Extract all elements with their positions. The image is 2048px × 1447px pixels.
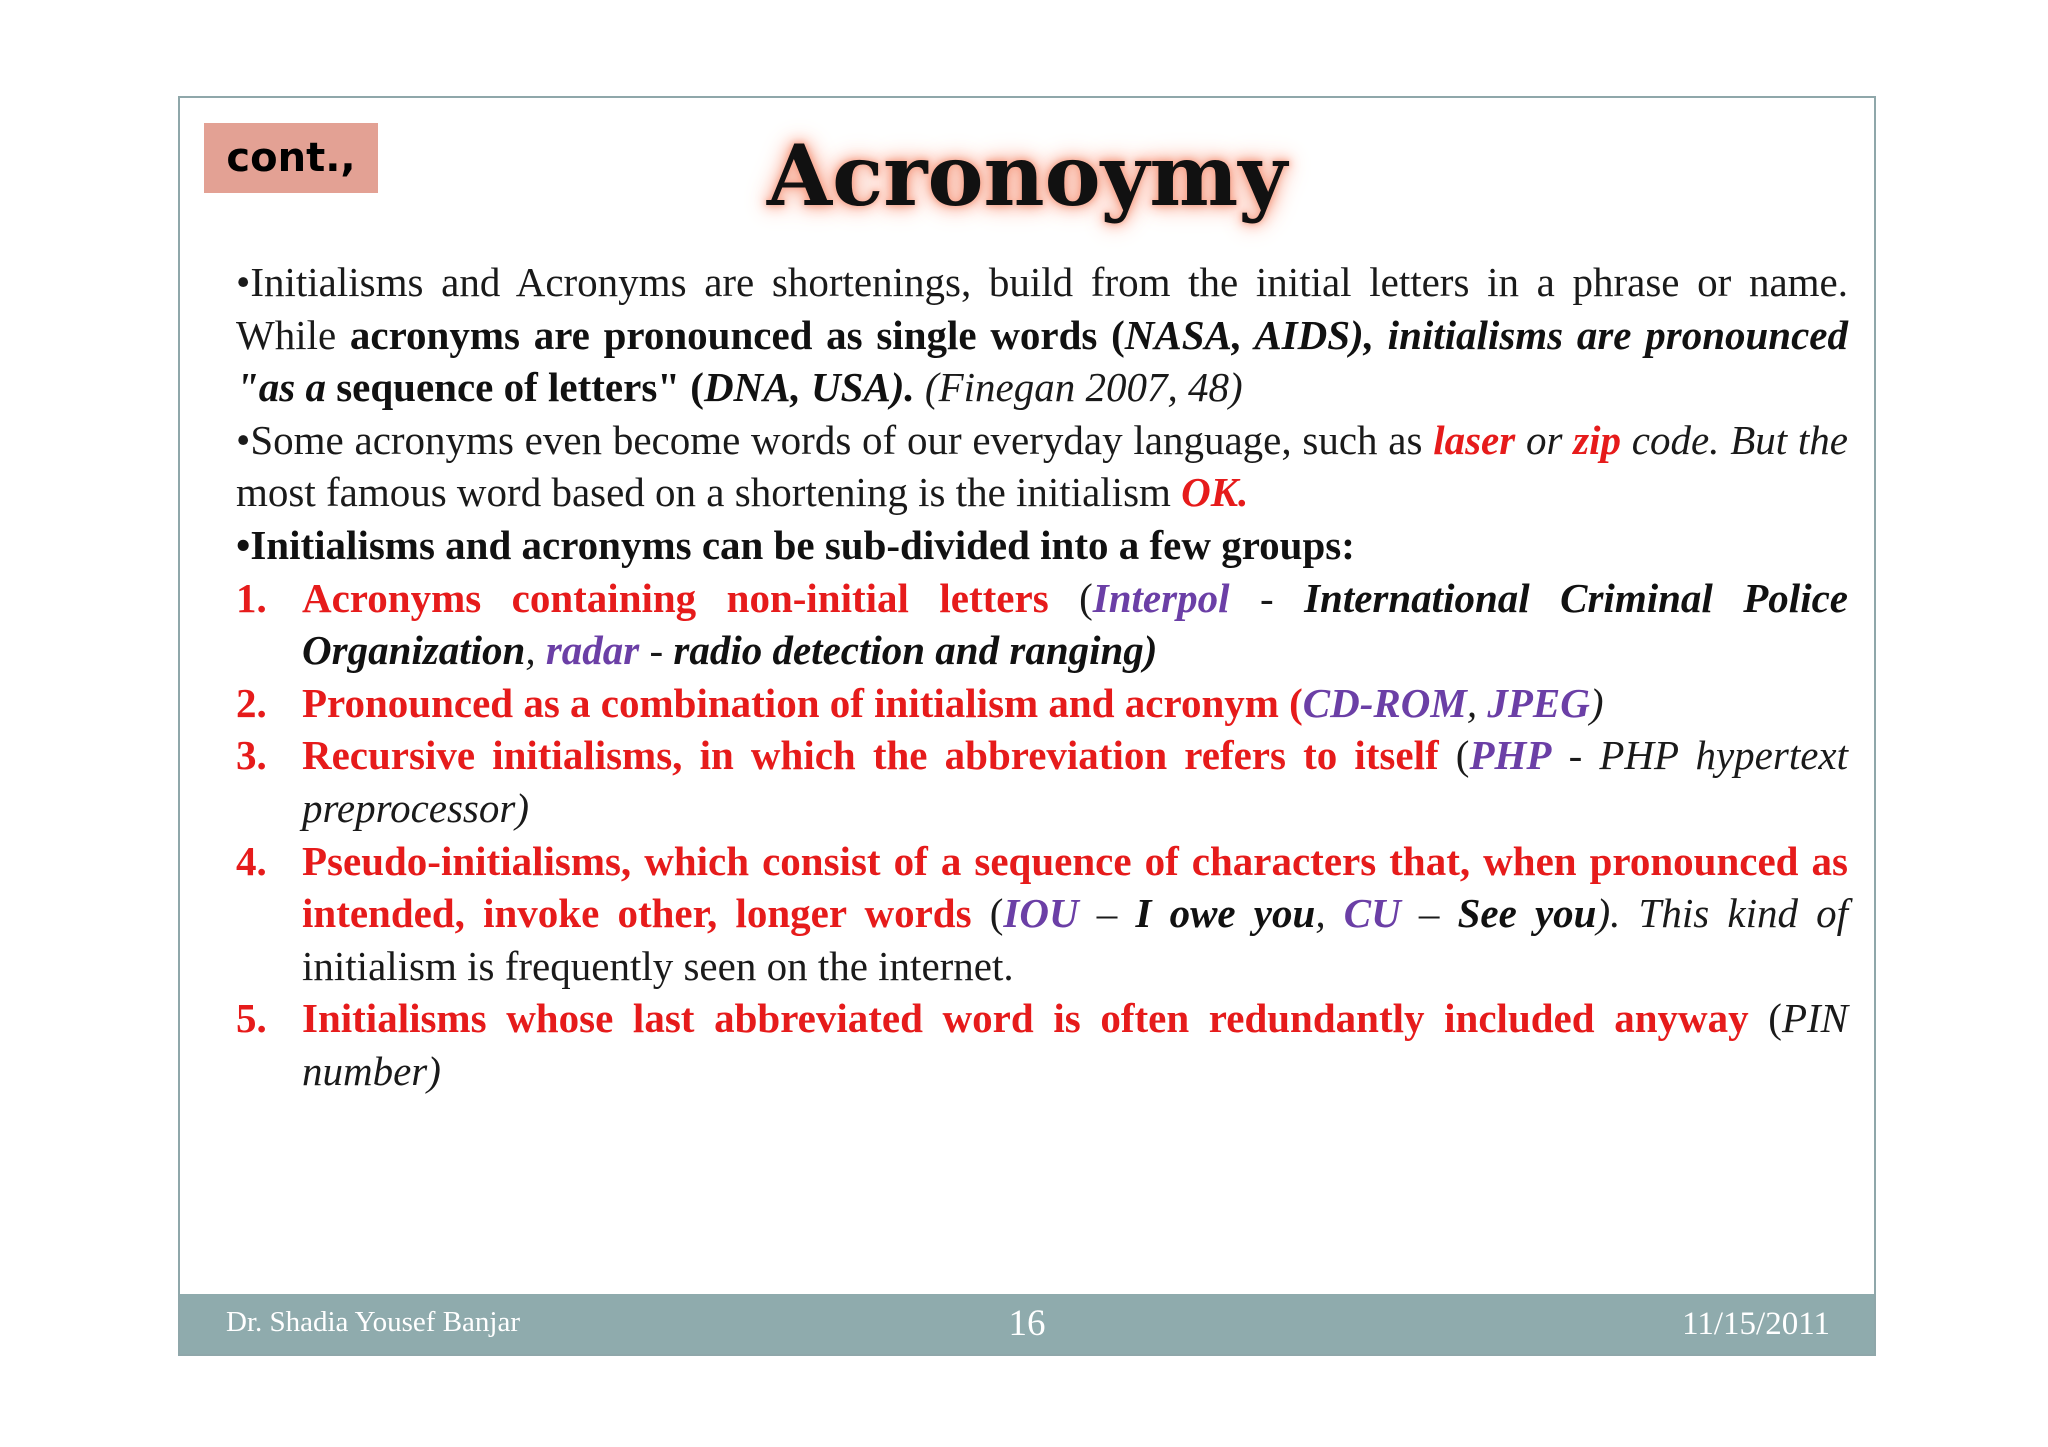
slide [178,96,1876,1356]
example-pin: PIN number) [302,995,1849,1094]
comma: , [525,627,546,674]
dash: – [1078,890,1136,937]
list-item-3 [236,729,1848,834]
expansion-cu: See you [1457,890,1597,937]
list-item-2 [236,677,1848,730]
paren: ( [1438,732,1470,779]
slide-footer [180,1294,1874,1354]
expansion-radar: radio detection and ranging) [673,627,1158,674]
cont-badge: cont., [204,123,378,193]
list-item-1 [236,572,1848,677]
paragraph-everyday-words [236,414,1848,519]
list-item-5 [236,992,1848,1097]
example-iou: IOU [1003,890,1079,937]
group-heading: Pseudo-initialisms, which consist of a sequence of characters that, when pronounced as intended, invoke other, longer words [302,837,1848,937]
everyday-text: •Some acronyms even become words of our everyday language, such as [236,416,1434,463]
kind-text: ). This kind of [1596,890,1849,937]
expansion-interpol: International Criminal Police Organization [302,574,1848,674]
slide-title: Acronoymy [766,126,1288,225]
code-text: code. But the [1621,416,1848,463]
initialism-definition-cont: sequence of letters" ( [336,364,704,411]
paren: ( [971,890,1004,937]
internet-text: initialism is frequently seen on the internet. [302,942,1014,989]
paragraph-definition [236,256,1848,414]
paragraph-groups-intro: •Initialisms and acronyms can be sub-divided into a few groups: [236,521,1355,568]
comma: , [1315,890,1344,937]
example-php: PHP [1469,732,1552,779]
comma: , [1466,679,1488,726]
famous-word-text: most famous word based on a shortening is the initialism [236,469,1182,516]
list-number: 2. [236,679,267,726]
definition-text: •Initialisms and Acronyms are shortenings, build from the initial letters in a phrase or name. While [236,259,1848,358]
acronym-examples: NASA, AIDS), [1124,311,1374,358]
initialism-examples: DNA, USA). [703,364,915,411]
example-ok: OK. [1181,469,1249,516]
paren: ) [1589,679,1604,726]
dash: – [1400,890,1458,937]
list-number: 3. [236,732,267,779]
connector-or: or [1515,416,1563,463]
slide-content [236,256,1848,1098]
list-item-4 [236,835,1848,993]
example-interpol: Interpol [1092,574,1230,621]
paren: ( [1048,574,1093,621]
group-heading: Pronounced as a combination of initialism and acronym ( [302,679,1303,726]
citation: (Finegan 2007, 48) [914,364,1243,411]
list-number: 1. [236,574,267,621]
footer-date: 11/15/2011 [1682,1306,1830,1342]
expansion-php: - PHP hypertext preprocessor) [302,732,1849,831]
initialism-definition: initialisms are pronounced "as a [236,311,1848,411]
list-number: 4. [236,837,267,884]
paren: ( [1748,995,1782,1042]
acronym-definition: acronyms are pronounced as single words ( [349,311,1125,358]
group-heading: Initialisms whose last abbreviated word is often redundantly included anyway [302,995,1749,1042]
example-cd-rom: CD-ROM [1302,679,1467,726]
example-jpeg: JPEG [1487,679,1590,726]
example-zip: zip [1562,416,1622,463]
group-heading: Acronyms containing non-initial letters [302,574,1049,621]
list-number: 5. [236,995,267,1042]
example-cu: CU [1343,890,1401,937]
expansion-iou: I owe you [1135,890,1316,937]
footer-author: Dr. Shadia Yousef Banjar [226,1306,521,1338]
example-radar: radar [545,627,640,674]
dash: - [1229,574,1305,621]
page-number: 16 [1008,1303,1046,1344]
example-laser: laser [1433,416,1516,463]
dash: - [639,627,674,674]
group-heading: Recursive initialisms, in which the abbreviation refers to itself [302,732,1439,779]
